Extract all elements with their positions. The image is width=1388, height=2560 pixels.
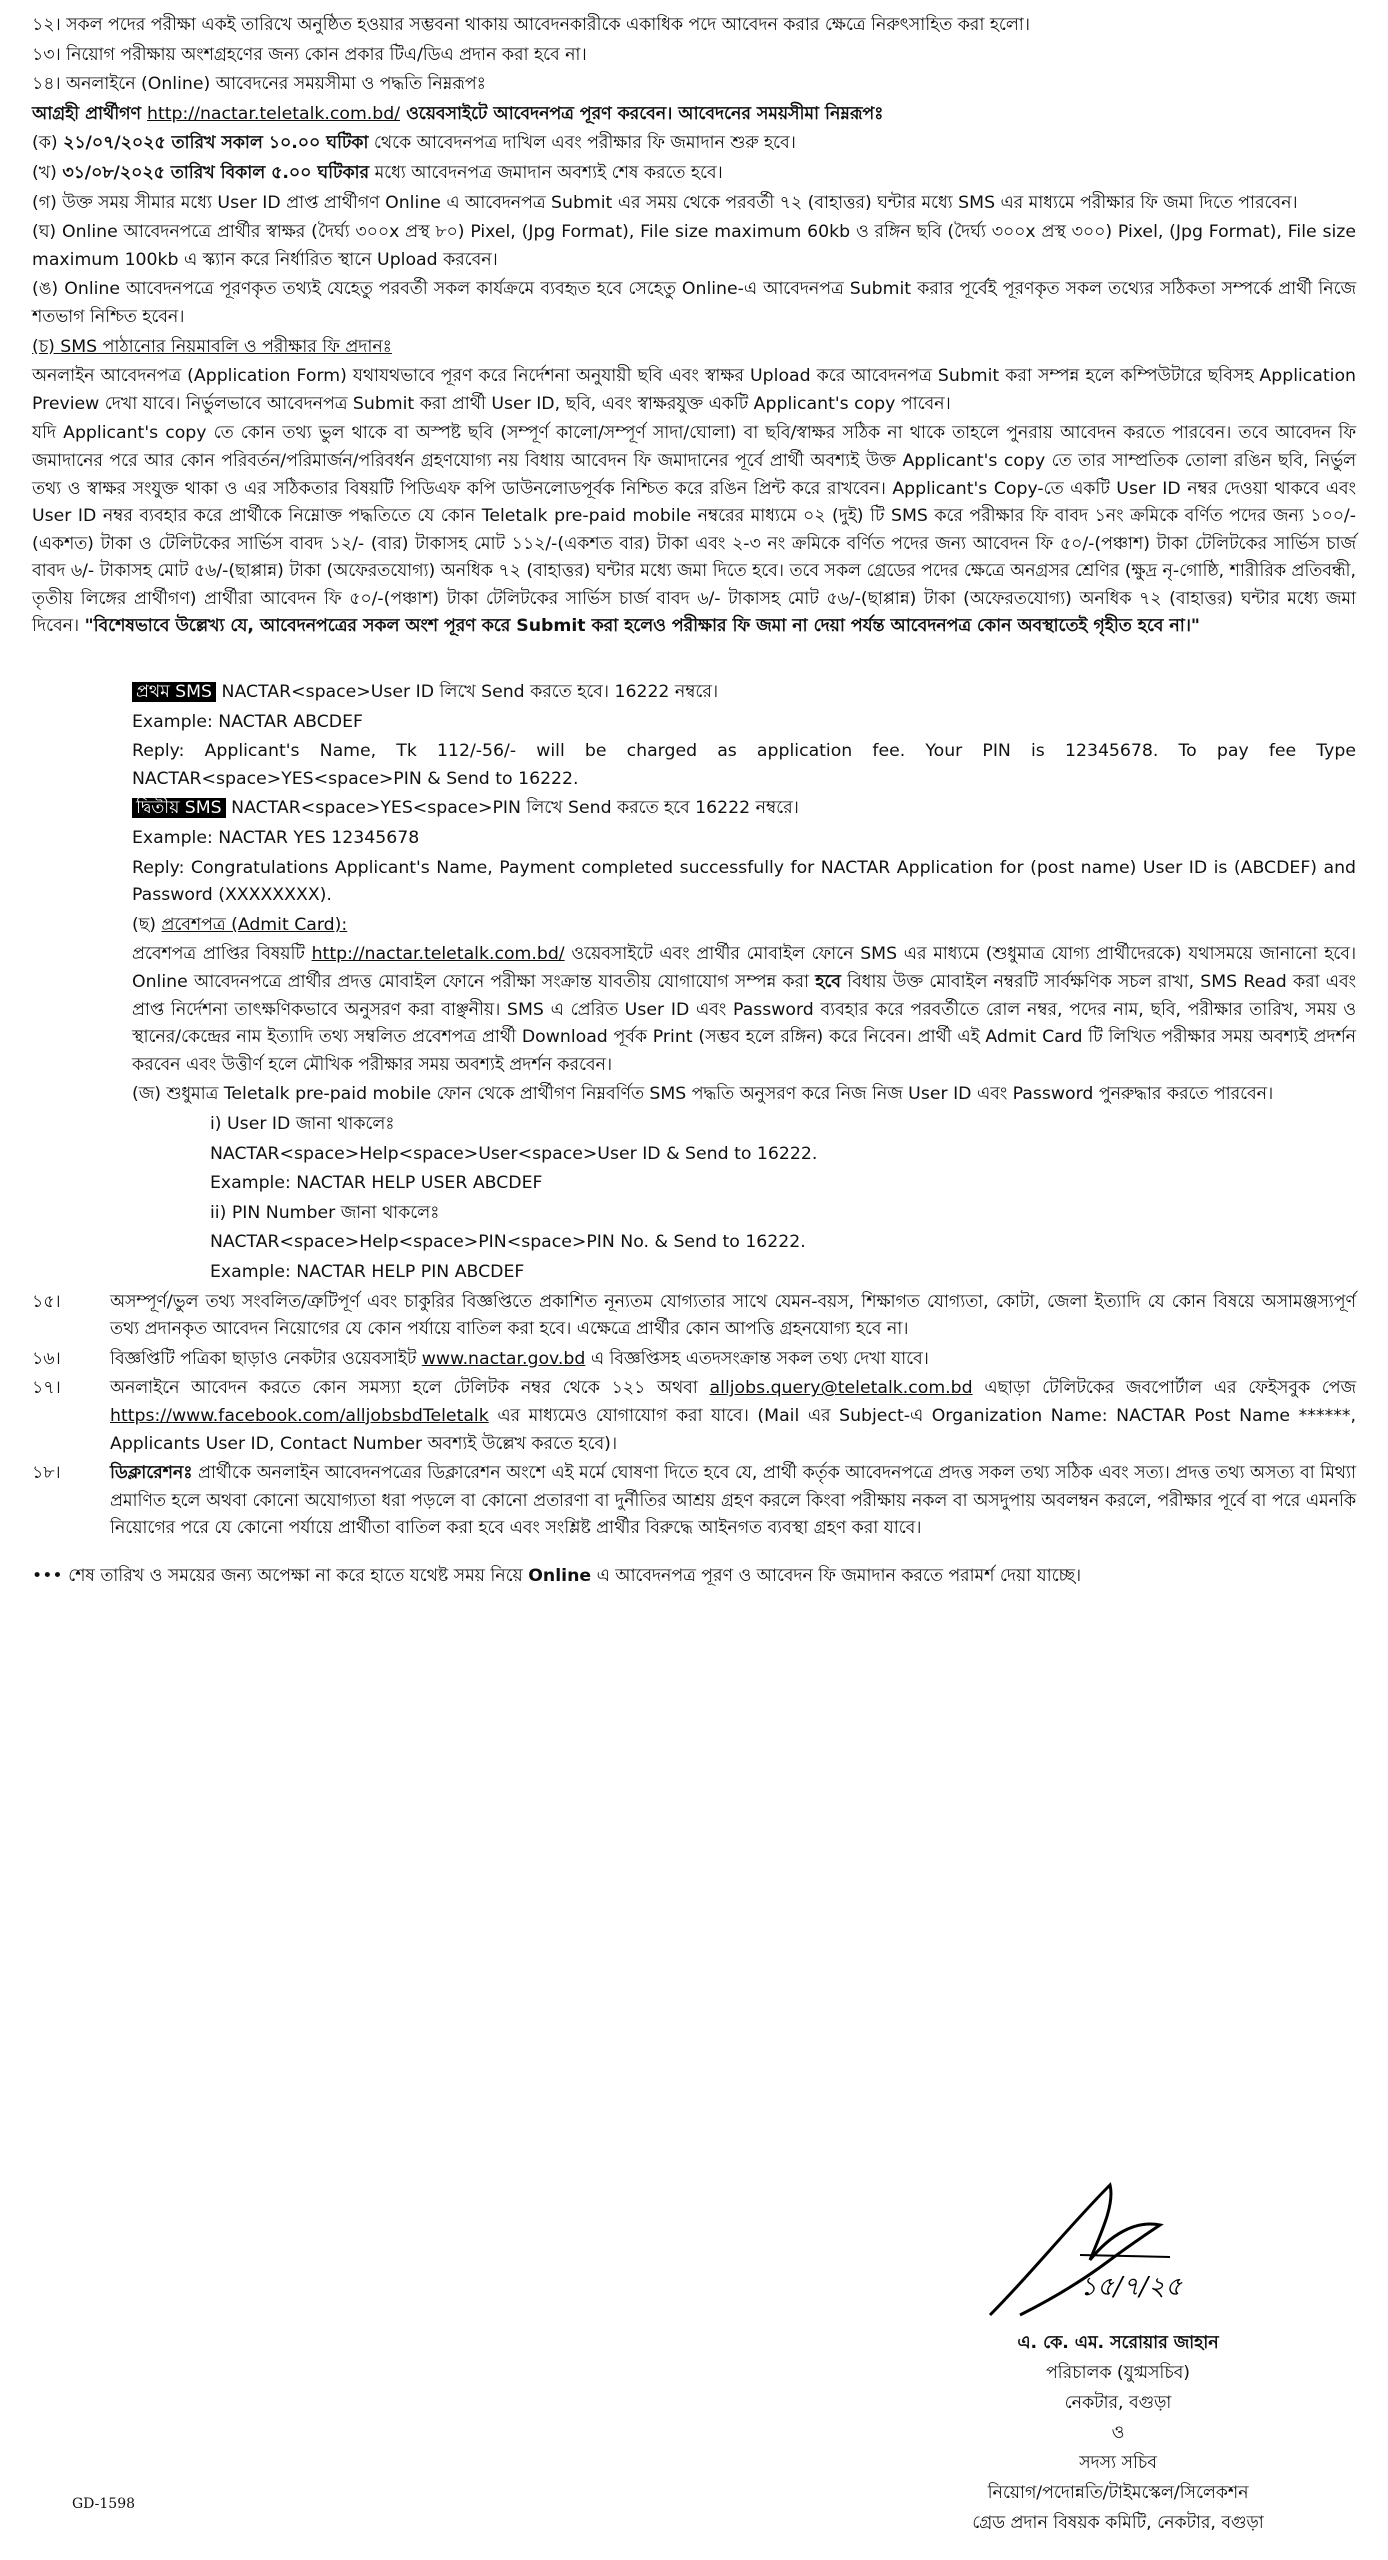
item-17-mid: এছাড়া টেলিটকের জবপোর্টাল এর ফেইসবুক পেজ — [984, 1378, 1356, 1399]
declaration-label: ডিক্লারেশনঃ — [110, 1463, 193, 1484]
recovery-step-2: NACTAR<space>Help<space>User<space>User ID & Send to 16222. — [210, 1143, 818, 1164]
kha-date: ৩১/০৮/২০২৫ তারিখ বিকাল ৫.০০ ঘটিকার — [62, 162, 370, 183]
admit-pre: প্রবেশপত্র প্রাপ্তির বিষয়টি — [132, 944, 305, 965]
recovery-step-3: Example: NACTAR HELP USER ABCDEF — [210, 1173, 543, 1194]
item-gha: (ঘ) Online আবেদনপত্রে প্রার্থীর স্বাক্ষর (দৈর্ঘ্য ৩০০x প্রস্থ ৮০) Pixel, (Jpg Format), File size maximum 60kb ও রঙ্গিন ছবি (দৈর্ঘ্য ৩০০x প্রস্থ ৩০০) Pixel, (Jpg Format), File size maximum 100kb এ স্ক্যান করে নির্ধারিত স্থানে Upload করবেন। — [32, 222, 1356, 270]
apply-post: ওয়েবসাইটে আবেদনপত্র পূরণ করবেন। আবেদনের সময়সীমা নিম্নরূপঃ — [406, 103, 884, 124]
final-advice — [32, 1563, 1356, 1591]
final-pre: ••• শেষ তারিখ ও সময়ের জন্য অপেক্ষা না করে হাতে যথেষ্ট সময় নিয়ে — [32, 1565, 523, 1586]
ka-label: (ক) — [32, 133, 58, 154]
item-uma: (ঙ) Online আবেদনপত্রে পূরণকৃত তথ্যই যেহেতু পরবর্তী সকল কার্যক্রমে ব্যবহৃত হবে সেহেতু Online-এ আবেদনপত্র Submit করার পূর্বেই পূরণকৃত সকল তথ্যের সঠিকতা সম্পর্কে প্রার্থী নিজে শতভাগ নিশ্চিত হবেন। — [32, 279, 1356, 327]
item-ga: (গ) উক্ত সময় সীমার মধ্যে User ID প্রাপ্ত প্রার্থীগণ Online এ আবেদনপত্র Submit এর সময় থেকে পরবর্তী ৭২ (বাহাত্তর) ঘন্টার মধ্যে SMS এর মাধ্যমে পরীক্ষার ফি জমা দিতে পারবেন। — [32, 192, 1298, 213]
item-13: ১৩। নিয়োগ পরীক্ষায় অংশগ্রহণের জন্য কোন প্রকার টিএ/ডিএ প্রদান করা হবে না। — [32, 44, 587, 65]
item-18-text — [110, 1460, 1356, 1543]
deadline-kha — [32, 160, 1356, 188]
item-14: ১৪। অনলাইনে (Online) আবেদনের সময়সীমা ও পদ্ধতি নিম্নরূপঃ — [32, 74, 486, 95]
item-17-post: এর মাধ্যমেও যোগাযোগ করা যাবে। (Mail এর Subject-এ Organization Name: NACTAR Post Name ******, Applicants User ID, Contact Number অবশ্যই উল্লেখ করতে হবে)। — [110, 1405, 1357, 1454]
signatory-block — [880, 2170, 1356, 2538]
final-bold: Online — [528, 1565, 592, 1586]
item-12: ১২। সকল পদের পরীক্ষা একই তারিখে অনুষ্ঠিত হওয়ার সম্ভবনা থাকায় আবেদনকারীকে একাধিক পদে আবেদন করার ক্ষেত্রে নিরুৎসাহিত করা হলো। — [32, 15, 1030, 35]
apply-pre: আগ্রহী প্রার্থীগণ — [32, 103, 141, 124]
special-note: "বিশেষভাবে উল্লেখ্য যে, আবেদনপত্রের সকল অংশ পূরণ করে Submit করা হলেও পরীক্ষার ফি জমা না দেয়া পর্যন্ত আবেদনপত্র কোন অবস্থাতেই গৃহীত হবে না।" — [84, 616, 1200, 637]
recovery-para: (জ) শুধুমাত্র Teletalk pre-paid mobile ফোন থেকে প্রার্থীগণ নিম্নবর্ণিত SMS পদ্ধতি অনুসরণ করে নিজ নিজ User ID এবং Password পুনরুদ্ধার করতে পারবেন। — [132, 1084, 1274, 1105]
footer-code: GD-1598 — [72, 2496, 136, 2512]
apply-link[interactable]: http://nactar.teletalk.com.bd/ — [147, 103, 401, 124]
recovery-step-6: Example: NACTAR HELP PIN ABCDEF — [210, 1261, 525, 1282]
item-16 — [32, 1346, 1356, 1374]
item-16-post: এ বিজ্ঞপ্তিসহ এতদসংক্রান্ত সকল তথ্য দেখা যাবে। — [590, 1348, 929, 1369]
item-18 — [32, 1460, 1356, 1543]
item-15-number: ১৫। — [32, 1291, 61, 1312]
admit-card-label: (ছ) — [132, 914, 156, 935]
admit-bold: হবে — [815, 972, 841, 992]
kha-text: মধ্যে আবেদনপত্র জমাদান অবশ্যই শেষ করতে হবে। — [374, 162, 723, 183]
item-17-pre: অনলাইনে আবেদন করতে কোন সমস্যা হলে টেলিটক নম্বর থেকে ১২১ অথবা — [110, 1378, 698, 1399]
item-17-text — [110, 1375, 1356, 1458]
item-18-number: ১৮। — [32, 1463, 61, 1484]
sms1-line — [132, 679, 1356, 707]
declaration-text: প্রার্থীকে অনলাইন আবেদনপত্রের ডিক্লারেশন অংশে এই মর্মে ঘোষণা দিতে হবে যে, প্রার্থী কর্তৃক আবেদনপত্রে প্রদত্ত সকল তথ্য সঠিক এবং সত্য। প্রদত্ত তথ্য অসত্য বা মিথ্যা প্রমাণিত হলে অথবা কোনো অযোগ্যতা ধরা পড়লে বা কোনো প্রতারণা বা দুর্নীতির আশ্রয় গ্রহণ করলে কিংবা পরীক্ষায় নকল বা অসদুপায় অবলম্বন করলে, পরীক্ষার পূর্বে বা পরে এমনকি নিয়োগের পরে যে কোনো পর্যায়ে প্রার্থীতা বাতিল করা হবে এবং সংশ্লিষ্ট প্রার্থীর বিরুদ্ধে আইনগত ব্যবস্থা গ্রহণ করা যাবে। — [110, 1463, 1356, 1539]
recovery-steps — [210, 1111, 1356, 1287]
sms-rules-para-2 — [32, 420, 1356, 641]
support-email-link[interactable]: alljobs.query@teletalk.com.bd — [709, 1378, 973, 1399]
apply-line — [32, 101, 1356, 129]
recovery-step-4: ii) PIN Number জানা থাকলেঃ — [210, 1202, 440, 1223]
sms-rules-para-2-text: যদি Applicant's copy তে কোন তথ্য ভুল থাকে বা অস্পষ্ট ছবি (সম্পূর্ণ কালো/সম্পূর্ণ সাদা/ঘোলা) বা ছবি/স্বাক্ষর সঠিক না থাকে তাহলে পুনরায় আবেদন করতে পারবেন। তবে আবেদন ফি জমাদানের পরে আর কোন পরিবর্তন/পরিমার্জন/পরিবর্ধন গ্রহণযোগ্য নয় বিধায় আবেদন ফি জমাদানের পূর্বে প্রার্থী অবশ্যই উক্ত Applicant's copy তে তার সাম্প্রতিক তোলা রঙিন ছবি, নির্ভুল তথ্য ও স্বাক্ষর সংযুক্ত থাকা ও এর সঠিকতার বিষয়টি পিডিএফ কপি ডাউনলোডপূর্বক নিশ্চিত করে রঙিন প্রিন্ট করে রাখবেন। Applicant's Copy-তে একটি User ID নম্বর দেওয়া থাকবে এবং User ID নম্বর ব্যবহার করে প্রার্থীকে নিম্নোক্ত পদ্ধতিতে যে কোন Teletalk pre-paid mobile নম্বরের মাধ্যমে ০২ (দুই) টি SMS করে পরীক্ষার ফি বাবদ ১নং ক্রমিকে বর্ণিত পদের জন্য ১০০/- (একশত) টাকা ও টেলিটকের সার্ভিস বাবদ ১২/- (বার) টাকাসহ মোট ১১২/-(একশত বার) টাকা এবং ২-৩ নং ক্রমিকে বর্ণিত পদের জন্য আবেদন ফি ৫০/-(পঞ্চাশ) টাকা টেলিটকের সার্ভিস চার্জ বাবদ ৬/- টাকাসহ মোট ৫৬/-(ছাপ্পান্ন) টাকা (অফেরতযোগ্য) অনধিক ৭২ (বাহাত্তর) ঘন্টার মধ্যে জমা দিতে হবে। তবে সকল গ্রেডের পদের ক্ষেত্রে অনগ্রসর শ্রেণির (ক্ষুদ্র নৃ-গোষ্ঠি, শারীরিক প্রতিবন্ধী, তৃতীয় লিঙ্গের প্রার্থীগণ) প্রার্থীরা আবেদন ফি ৫০/-(পঞ্চাশ) টাকা টেলিটকের সার্ভিস চার্জ বাবদ ৬/- টাকাসহ মোট ৫৬/-(ছাপ্পান্ন) টাকা (অফেরতযোগ্য) অনধিক ৭২ (বাহাত্তর) ঘন্টার মধ্যে জমা দিবেন। — [32, 423, 1356, 637]
sms-instructions — [132, 679, 1356, 1286]
item-17 — [32, 1375, 1356, 1458]
sms1-text: NACTAR<space>User ID লিখে Send করতে হবে। 16222 নম্বরে। — [221, 682, 719, 703]
admit-post: বিধায় উক্ত মোবাইল নম্বরটি সার্বক্ষণিক সচল রাখা, SMS Read করা এবং প্রাপ্ত নির্দেশনা তাৎক্ষণিকভাবে অনুসরণ করা বাঞ্ছনীয়। SMS এ প্রেরিত User ID এবং Password ব্যবহার করে পরবর্তীতে রোল নম্বর, পদের নাম, ছবি, পরীক্ষার তারিখ, সময় ও স্থানের/কেন্দ্রের নাম ইত্যাদি তথ্য সম্বলিত প্রবেশপত্র প্রার্থী Download পূর্বক Print (সম্ভব হলে রঙ্গিন) করে নিবেন। প্রার্থী এই Admit Card টি লিখিত পরীক্ষার সময় অবশ্যই প্রদর্শন করবেন এবং উত্তীর্ণ হলে মৌখিক পরীক্ষার সময় অবশ্যই প্রদর্শন করবেন। — [132, 972, 1356, 1075]
signatory-designation: পরিচালক (যুগ্মসচিব) — [1045, 2363, 1191, 2383]
sms-rules-heading: (চ) SMS পাঠানোর নিয়মাবলি ও পরীক্ষার ফি প্রদানঃ — [32, 336, 392, 357]
facebook-page-link[interactable]: https://www.facebook.com/alljobsbdTeletalk — [110, 1405, 489, 1426]
sms1-reply: Reply: Applicant's Name, Tk 112/-56/- will be charged as application fee. Your PIN is 12345678. To pay fee Type NACTAR<space>YES<space>PIN & Send to 16222. — [132, 741, 1356, 789]
signatory-name: এ. কে. এম. সরোয়ার জাহান — [1017, 2333, 1219, 2353]
signatory-and: ও — [1111, 2423, 1125, 2443]
item-16-number: ১৬। — [32, 1348, 61, 1369]
sms2-reply: Reply: Congratulations Applicant's Name, Payment completed successfully for NACTAR Application for (post name) User ID is (ABCDEF) and Password (XXXXXXXX). — [132, 857, 1356, 906]
admit-card-title: প্রবেশপত্র (Admit Card): — [161, 914, 348, 935]
nactar-website-link[interactable]: www.nactar.gov.bd — [421, 1348, 586, 1369]
sms1-tag: প্রথম SMS — [132, 682, 216, 702]
item-16-text — [110, 1346, 1356, 1374]
sms1-example: Example: NACTAR ABCDEF — [132, 711, 363, 732]
signatory-role: সদস্য সচিব — [1079, 2453, 1157, 2473]
signatory-committee-2: গ্রেড প্রদান বিষয়ক কমিটি, নেকটার, বগুড়া — [972, 2513, 1264, 2533]
admit-card-para — [132, 941, 1356, 1079]
item-15 — [32, 1289, 1356, 1344]
deadline-ka — [32, 130, 1356, 158]
item-15-text: অসম্পূর্ণ/ভুল তথ্য সংবলিত/ত্রুটিপূর্ণ এবং চাকুরির বিজ্ঞপ্তিতে প্রকাশিত নূন্যতম যোগ্যতার সাথে যেমন-বয়স, শিক্ষাগত যোগ্যতা, কোটা, জেলা ইত্যাদি যে কোন বিষয়ে অসামঞ্জস্যপূর্ণ তথ্য প্রদানকৃত আবেদন নিয়োগের যে কোন পর্যায়ে বাতিল করা হবে। এক্ষেত্রে প্রার্থীর কোন আপত্তি গ্রহনযোগ্য হবে না। — [110, 1291, 1356, 1340]
recovery-step-5: NACTAR<space>Help<space>PIN<space>PIN No. & Send to 16222. — [210, 1232, 806, 1253]
recovery-step-1: i) User ID জানা থাকলেঃ — [210, 1113, 395, 1134]
ka-date: ২১/০৭/২০২৫ তারিখ সকাল ১০.০০ ঘটিকা — [63, 133, 369, 154]
ka-text: থেকে আবেদনপত্র দাখিল এবং পরীক্ষার ফি জমাদান শুরু হবে। — [373, 133, 796, 154]
item-17-number: ১৭। — [32, 1378, 61, 1399]
sms-rules-para-1: অনলাইন আবেদনপত্র (Application Form) যথাযথভাবে পূরণ করে নির্দেশনা অনুযায়ী ছবি এবং স্বাক্ষর Upload করে আবেদনপত্র Submit করা সম্পন্ন হলে কম্পিউটারে ছবিসহ Application Preview দেখা যাবে। নির্ভুলভাবে আবেদনপত্র Submit করা প্রার্থী User ID, ছবি, এবং স্বাক্ষরযুক্ত একটি Applicant's copy পাবেন। — [32, 366, 1356, 414]
sms2-example: Example: NACTAR YES 12345678 — [132, 828, 420, 849]
signatory-org: নেকটার, বগুড়া — [1064, 2393, 1172, 2413]
sms2-text: NACTAR<space>YES<space>PIN লিখে Send করতে হবে 16222 নম্বরে। — [231, 798, 799, 819]
notice-body — [32, 12, 1356, 1592]
admit-mid: ওয়েবসাইটে এবং প্রার্থীর মোবাইল ফোনে SMS এর মাধ্যমে (শুধুমাত্র যোগ্য প্রার্থীদেরকে) যথাসময়ে জানানো হবে। Online আবেদনপত্রে প্রার্থীর প্রদত্ত মোবাইল ফোনে পরীক্ষা সংক্রান্ত যাবতীয় যোগাযোগ সম্পন্ন করা — [132, 944, 1357, 992]
admit-link[interactable]: http://nactar.teletalk.com.bd/ — [311, 944, 565, 965]
signatory-committee: নিয়োগ/পদোন্নতি/টাইমস্কেল/সিলেকশন — [987, 2483, 1249, 2503]
kha-label: (খ) — [32, 162, 57, 183]
sms2-line — [132, 795, 1356, 823]
admit-card-heading — [132, 912, 1356, 940]
signature-date: ১৫/৭/২৫ — [1080, 2272, 1182, 2302]
sms2-tag: দ্বিতীয় SMS — [132, 798, 226, 818]
final-post: এ আবেদনপত্র পূরণ ও আবেদন ফি জমাদান করতে পরামর্শ দেয়া যাচ্ছে। — [596, 1565, 1082, 1586]
item-16-pre: বিজ্ঞপ্তিটি পত্রিকা ছাড়াও নেকটার ওয়েবসাইট — [110, 1348, 417, 1369]
